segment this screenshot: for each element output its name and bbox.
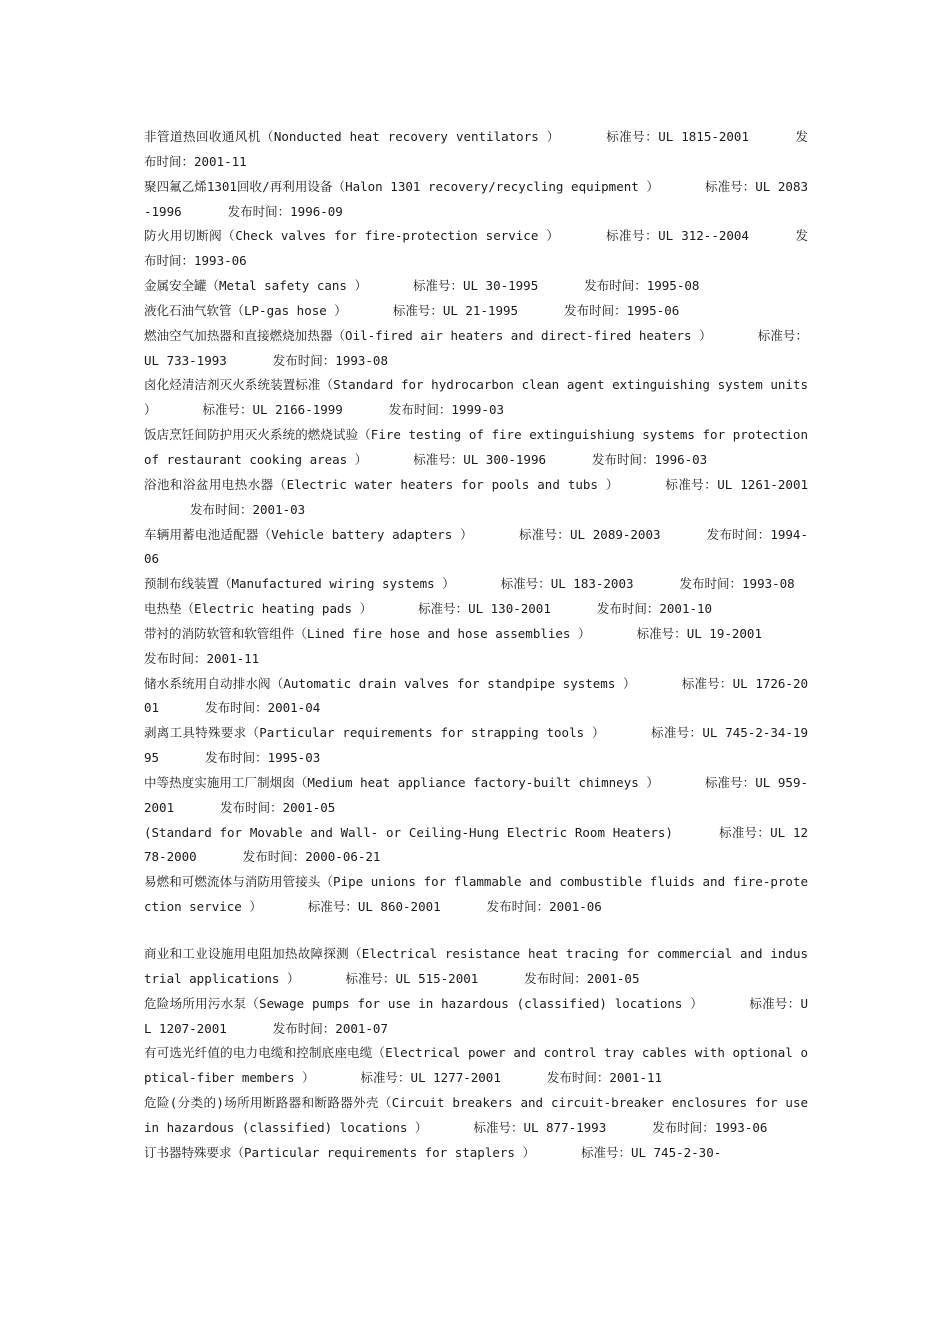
entry-publish-date: 发布时间：1996-03 (592, 451, 708, 467)
entry-publish-date: 发布时间：2001-05 (220, 799, 336, 815)
entry-publish-date: 发布时间：2001-03 (190, 501, 306, 517)
entry-standard-number: 标准号：UL 300-1996 (413, 451, 547, 467)
entry-publish-date: 发布时间：1995-03 (205, 750, 321, 766)
entry-title: 浴池和浴盆用电热水器（Electric water heaters for pools and tubs ） (144, 476, 619, 492)
standard-entry (144, 721, 808, 771)
entry-publish-date: 发布时间：2001-07 (272, 1020, 388, 1036)
entry-title: 车辆用蓄电池适配器（Vehicle battery adapters ） (144, 526, 473, 542)
entry-title: 带衬的消防软管和软管组件（Lined fire hose and hose assemblies ） (144, 625, 591, 641)
standard-entry (144, 942, 808, 992)
entry-title: 订书器特殊要求（Particular requirements for staplers ） (144, 1144, 535, 1160)
standard-entry (144, 224, 808, 274)
standard-entry (144, 274, 808, 299)
entry-standard-number: 标准号：UL 2089-2003 (518, 526, 661, 542)
entry-title: 易燃和可燃流体与消防用管接头（Pipe unions for flammable and combustible fluids and fire-protection service ） (144, 874, 808, 915)
entry-publish-date: 发布时间：2000-06-21 (242, 849, 381, 865)
entry-publish-date: 发布时间：1995-08 (584, 278, 700, 294)
standard-entry (144, 175, 808, 225)
entry-publish-date: 发布时间：2001-11 (546, 1070, 663, 1086)
entry-publish-date: 发布时间：1996-09 (227, 203, 343, 219)
entry-publish-date: 发布时间：2001-05 (524, 970, 640, 986)
entry-standard-number: 标准号：UL 2083-1996 (144, 178, 808, 219)
entry-title: 电热垫（Electric heating pads ） (144, 601, 373, 617)
entry-publish-date: 发布时间：1993-08 (679, 576, 795, 592)
standard-entry (144, 423, 808, 473)
entry-publish-date: 发布时间：1994-06 (144, 526, 808, 567)
entry-publish-date: 发布时间：1995-06 (564, 302, 680, 318)
entry-title: 饭店烹饪间防护用灭火系统的燃烧试验（Fire testing of fire extinguishiung systems for protection of restaurant cooking areas ） (144, 427, 808, 467)
entry-standard-number: 标准号：UL 959-2001 (144, 774, 808, 815)
standard-entry (144, 597, 808, 622)
standard-entry (144, 992, 808, 1042)
entry-standard-number: 标准号：UL 21-1995 (392, 302, 519, 318)
entry-publish-date: 发布时间：1993-06 (144, 228, 808, 269)
entry-publish-date: 发布时间：2001-04 (205, 700, 321, 716)
standard-entry (144, 473, 808, 523)
standard-entry (144, 1141, 808, 1166)
entry-publish-date: 发布时间：2001-06 (486, 899, 602, 915)
entry-publish-date: 发布时间：2001-10 (596, 601, 713, 617)
entry-title: 预制布线装置（Manufactured wiring systems ） (144, 576, 455, 592)
entry-standard-number: 标准号：UL 1815-2001 (605, 129, 749, 144)
entry-title: 金属安全罐（Metal safety cans ） (144, 278, 367, 294)
entry-title: (Standard for Movable and Wall- or Ceiling-Hung Electric Room Heaters) (144, 824, 673, 840)
entry-publish-date: 发布时间：1993-06 (652, 1119, 768, 1135)
standards-list (144, 125, 808, 1166)
standard-entry (144, 771, 808, 821)
standard-entry (144, 572, 808, 597)
entry-standard-number: 标准号：UL 1277-2001 (360, 1070, 501, 1086)
entry-title: 危险(分类的)场所用断路器和断路器外壳（Circuit breakers and circuit-breaker enclosures for use in hazardous (classified) locations ） (144, 1095, 808, 1135)
entry-publish-date: 发布时间：1999-03 (388, 402, 505, 418)
standard-entry (144, 870, 808, 920)
entry-title: 燃油空气加热器和直接燃烧加热器（Oil-fired air heaters and direct-fired heaters ） (144, 327, 712, 343)
entry-title: 非管道热回收通风机（Nonducted heat recovery ventilators ） (144, 129, 560, 144)
entry-title: 液化石油气软管（LP-gas hose ） (144, 302, 347, 318)
standard-entry (144, 1041, 808, 1091)
entry-publish-date: 发布时间：2001-11 (144, 650, 260, 666)
standard-entry (144, 622, 808, 672)
entry-standard-number: 标准号：UL 312--2004 (605, 228, 749, 244)
entry-title: 防火用切断阀（Check valves for fire-protection service ） (144, 228, 560, 244)
entry-title: 卤化烃清洁剂灭火系统装置标准（Standard for hydrocarbon clean agent extinguishing system units ） (144, 377, 808, 418)
entry-title: 商业和工业设施用电阻加热故障探测（Electrical resistance heat tracing for commercial and industrial applications ） (144, 946, 808, 986)
entry-standard-number: 标准号：UL 1207-2001 (144, 995, 809, 1036)
standard-entry (144, 821, 808, 871)
entry-standard-number: 标准号：UL 745-2-30- (580, 1144, 722, 1160)
entry-publish-date: 发布时间：1993-08 (272, 352, 388, 368)
entry-title: 中等热度实施用工厂制烟囱（Medium heat appliance factory-built chimneys ） (144, 774, 659, 790)
standard-entry (144, 324, 808, 374)
entry-standard-number: 标准号：UL 30-1995 (412, 278, 539, 294)
entry-standard-number: 标准号：UL 130-2001 (418, 601, 551, 617)
entry-standard-number: 标准号：UL 877-1993 (473, 1119, 607, 1135)
standard-entry (144, 373, 808, 423)
standard-entry (144, 523, 808, 573)
standard-entry (144, 125, 808, 175)
entry-standard-number: 标准号：UL 1261-2001 (664, 476, 809, 492)
entry-standard-number: 标准号：UL 2166-1999 (202, 402, 343, 418)
entry-standard-number: 标准号：UL 183-2003 (500, 576, 634, 592)
standard-entry (144, 299, 808, 324)
entry-title: 储水系统用自动排水阀（Automatic drain valves for standpipe systems ） (144, 675, 636, 691)
entry-standard-number: 标准号：UL 860-2001 (307, 899, 441, 915)
entry-standard-number: 标准号：UL 1278-2000 (144, 824, 808, 865)
entry-title: 危险场所用污水泵（Sewage pumps for use in hazardous (classified) locations ） (144, 995, 704, 1011)
standard-entry (144, 1091, 808, 1141)
entry-standard-number: 标准号：UL 733-1993 (144, 327, 808, 368)
entry-publish-date: 发布时间：2001-11 (144, 129, 808, 169)
entry-title: 有可选光纤值的电力电缆和控制底座电缆（Electrical power and control tray cables with optional optical-fiber members ） (144, 1045, 808, 1086)
entry-title: 聚四氟乙烯1301回收/再利用设备（Halon 1301 recovery/recycling equipment ） (144, 178, 659, 194)
entry-standard-number: 标准号：UL 515-2001 (345, 970, 479, 986)
entry-standard-number: 标准号：UL 745-2-34-1995 (144, 725, 808, 766)
standard-entry (144, 672, 808, 722)
entry-standard-number: 标准号：UL 1726-2001 (144, 675, 808, 716)
entry-standard-number: 标准号：UL 19-2001 (636, 625, 762, 641)
entry-title: 剥离工具特殊要求（Particular requirements for strapping tools ） (144, 725, 605, 741)
